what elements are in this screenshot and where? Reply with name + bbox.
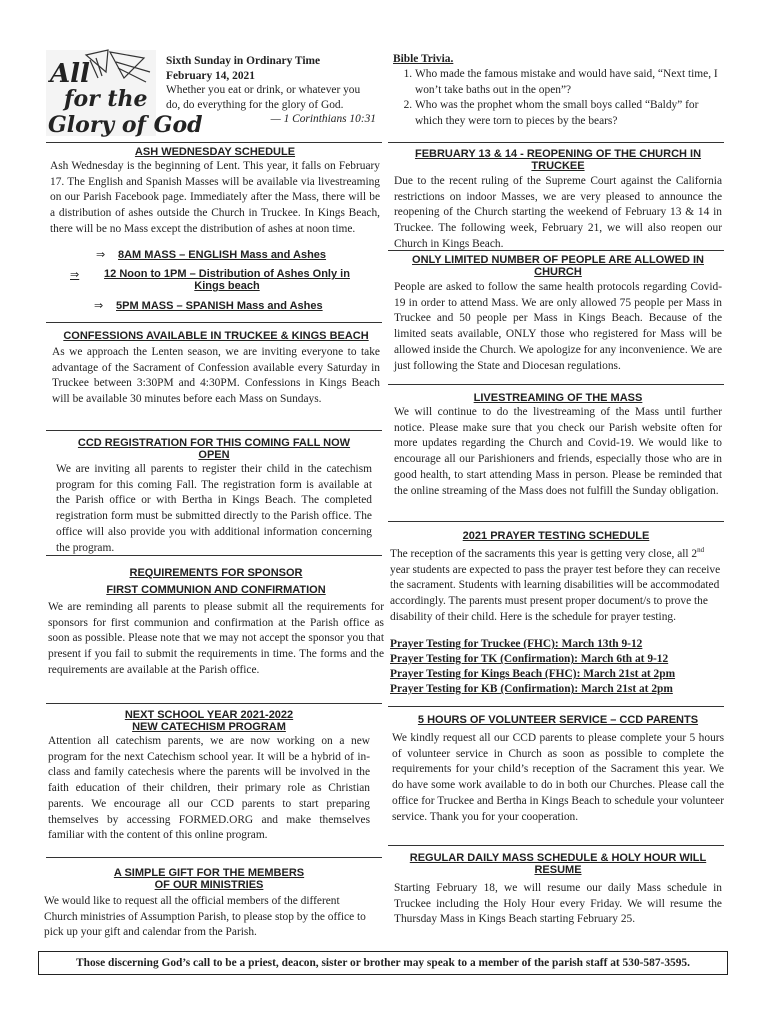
section-body: We are reminding all parents to please submit all the requirements for sponsors for first communion and confirmation at the Parish office as soon as possible. Please note that we may not accept the sponsor you that present if you fail to submit the requirements in time. The forms and the requirements are available at the Parish office. — [48, 601, 384, 676]
schedule-item: Prayer Testing for KB (Confirmation): March 21st at 2pm — [390, 683, 673, 696]
header-quote: Whether you eat or drink, or whatever you do, do everything for the glory of God. — [166, 84, 361, 111]
divider — [388, 250, 724, 251]
section-title: FEBRUARY 13 & 14 - REOPENING OF THE CHURCH IN TRUCKEE — [414, 148, 702, 172]
svg-text:Glory of God: Glory of God — [48, 112, 203, 138]
section-body: Starting February 18, we will resume our daily Mass schedule in Truckee including the Holy Hour every Friday. We will resume the Thursday Mass in Kings Beach starting February 25. — [394, 882, 722, 926]
section-title: CCD REGISTRATION FOR THIS COMING FALL NOW OPEN — [77, 437, 351, 461]
section-body: The reception of the sacraments this year is getting very close, all 2nd year students are expected to pass the prayer test before they can receive the sacrament. Students with learning disabilities will be accommodated accordingly. The parents must present proper document/s to prove the disability of their child. Here is the schedule for prayer testing. — [390, 546, 721, 623]
section-title: REQUIREMENTS FOR SPONSOR — [129, 567, 303, 579]
divider — [388, 845, 724, 846]
arrow-icon: ⇒ — [94, 300, 104, 312]
footer-notice: Those discerning God’s call to be a priest, deacon, sister or brother may speak to a member of the parish staff at 530-587-3595. — [38, 951, 728, 975]
section-body: We will continue to do the livestreaming of the Mass until further notice. Please make sure that you check our Parish website often for more updates regarding the Church and Covid-19. We would like to encourage all our Parishioners and friends, especially those who are in good health, to start attending Mass in person. Please be reminded that the online streaming of the Mass does not fulfill the Sunday obligation. — [394, 406, 722, 497]
section-title: ONLY LIMITED NUMBER OF PEOPLE ARE ALLOWED IN CHURCH — [412, 254, 704, 278]
divider — [388, 706, 724, 707]
section-title: CONFESSIONS AVAILABLE IN TRUCKEE & KINGS BEACH — [63, 330, 369, 342]
bulletin-date: February 14, 2021 — [166, 69, 255, 82]
divider — [46, 430, 382, 431]
section-body: Ash Wednesday is the beginning of Lent. This year, it falls on February 17. The English and Spanish Masses will be available via livestreaming on our Parish Facebook page. Immediately after the Mass, there will be a distribution of ashes outside the Church in Truckee. In Kings Beach, there will be no Mass except the distribution of ashes at noon time. — [50, 160, 380, 235]
arrow-icon: ⇒ — [70, 269, 80, 281]
logo — [46, 50, 203, 138]
bulletin-title: Sixth Sunday in Ordinary Time — [166, 55, 321, 67]
divider — [46, 703, 382, 704]
schedule-item: Prayer Testing for Truckee (FHC): March 13th 9-12 — [390, 638, 643, 651]
bible-trivia — [393, 52, 723, 129]
section-title: NEXT SCHOOL YEAR 2021-2022 — [124, 709, 294, 721]
section-title: REGULAR DAILY MASS SCHEDULE & HOLY HOUR WILL RESUME — [409, 852, 707, 876]
divider — [46, 142, 382, 143]
divider — [388, 384, 724, 385]
trivia-question: 2. Who was the prophet whom the small boys called “Baldy” for which they were torn to pieces by the bears? — [415, 98, 723, 129]
svg-text:for the: for the — [64, 86, 148, 112]
divider — [46, 857, 382, 858]
ash-item: ⇒ 12 Noon to 1PM – Distribution of Ashes Only in Kings beach — [70, 268, 350, 292]
section-body: We are inviting all parents to register their child in the catechism program for this coming Fall. The registration form is available at the Parish office or with Bertha in Kings Beach. The completed registration form must be submitted directly to the Parish office. The office will also provide you with additional information concerning the program. — [56, 463, 372, 554]
prayer-schedule — [390, 637, 722, 697]
section-body: Attention all catechism parents, we are now working on a new program for the next Catechism school year. It will be a hybrid of in-class and family catechesis where the parents will be involved in the faith education of their children, their primary role as Christian parents. We encourage all our CCD parents to start preparing themselves by accessing FORMED.ORG and make themselves familiar with the content of this online program. — [48, 735, 370, 842]
trivia-title: Bible Trivia. — [393, 53, 454, 65]
section-body: People are asked to follow the same health protocols regarding Covid-19 in order to attend Mass. We are only allowed 75 people per Mass in Truckee and 50 people per Mass in Kings Beach. Because of the limited seats available, ONLY those who registered for Mass will be allowed inside the Church. We apologize for any inconvenience. We are just following the State and Diocesan regulations. — [394, 281, 722, 372]
header-citation: — 1 Corinthians 10:31 — [270, 113, 376, 125]
section-title: A SIMPLE GIFT FOR THE MEMBERS — [113, 867, 305, 879]
ash-item: ⇒ 8AM MASS – ENGLISH Mass and Ashes — [96, 249, 327, 261]
trivia-question: 1. Who made the famous mistake and would have said, “Next time, I won’t take baths out in the open”? — [415, 67, 723, 98]
schedule-item: Prayer Testing for Kings Beach (FHC): March 21st at 2pm — [390, 668, 676, 681]
section-body: Due to the recent ruling of the Supreme Court against the California restrictions on indoor Masses, we are very pleased to announce the reopening of the Church starting the weekend of February 13 & 14 in Truckee. The following week, February 21, we will also reopen our Church in Kings Beach. — [394, 175, 722, 250]
section-body: As we approach the Lenten season, we are inviting everyone to take advantage of the Sacrament of Confession available every Saturday in Truckee between 3:30PM and 4:30PM. Confessions in Kings Beach will be available 30 minutes before each Mass on Sundays. — [52, 346, 380, 406]
section-title: FIRST COMMUNION AND CONFIRMATION — [106, 584, 326, 596]
divider — [46, 322, 382, 323]
section-body: We would like to request all the official members of the different Church ministries of Assumption Parish, to please stop by the office to pick up your gift and calendar from the Parish. — [44, 895, 366, 939]
section-title: LIVESTREAMING OF THE MASS — [473, 392, 643, 404]
ash-item: ⇒ 5PM MASS – SPANISH Mass and Ashes — [94, 300, 323, 312]
section-title: ASH WEDNESDAY SCHEDULE — [134, 146, 296, 158]
section-title: OF OUR MINISTRIES — [154, 879, 264, 891]
schedule-item: Prayer Testing for TK (Confirmation): March 6th at 9-12 — [390, 653, 669, 666]
divider — [388, 521, 724, 522]
section-title: 2021 PRAYER TESTING SCHEDULE — [462, 530, 650, 542]
section-title: 5 HOURS OF VOLUNTEER SERVICE – CCD PARENTS — [417, 714, 699, 726]
divider — [388, 142, 724, 143]
arrow-icon: ⇒ — [96, 249, 106, 261]
svg-text:All: All — [50, 59, 90, 89]
section-body: We kindly request all our CCD parents to please complete your 5 hours of volunteer service in Church as soon as possible to complete the requirements for your child’s reception of the Sacrament this year. We do have some work available to do in both our Churches. Please call the office for Truckee and Bertha in Kings Beach to schedule your volunteer service. Thank you for your cooperation. — [392, 732, 724, 823]
divider — [46, 555, 382, 556]
section-title: NEW CATECHISM PROGRAM — [132, 721, 286, 733]
